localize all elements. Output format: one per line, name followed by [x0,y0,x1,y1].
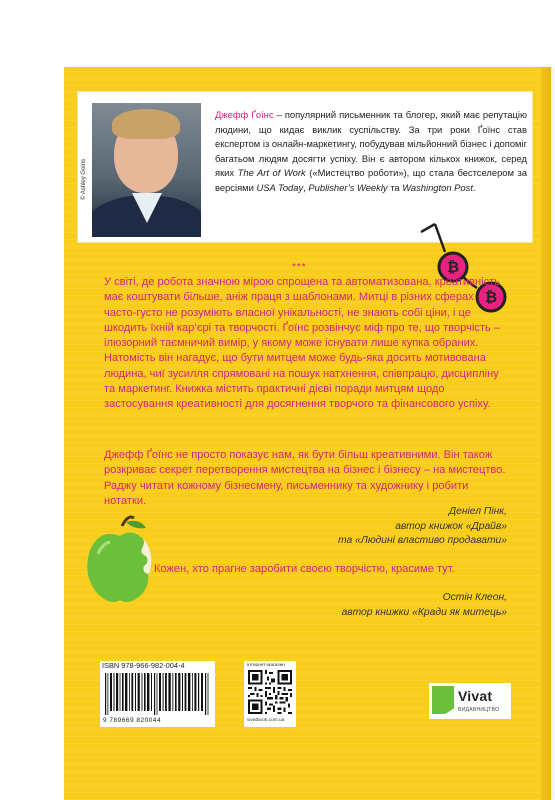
author-name: Джефф Ґоїнс [215,109,274,120]
barcode-digits: 9 789669 820044 [103,717,162,724]
section-separator: *** [292,262,307,273]
qr-code-block [244,661,296,727]
green-apple-icon [84,514,156,606]
book-description: У світі, де робота значною мірою спрощена та автоматизована, креативність має коштувати більше, аніж праця з шаблонами. Митці в різних сферах часто-густо не розуміють власної унікальності, не знають собі ціни, і це шкодить їхній кар’єрі та творчості. Ґоїнс розвінчує міф про те, що творчість – ілюзорний таємничий вимір, у якому може існувати лише купка обраних. Натомість він нагадує, що бути митцем може будь-яка досить мотивована людина, чиї зусилля спрямовані на пошук натхнення, співпрацю, дисципліну та маркетинг. Книжка містить практичні дієві поради митцям щодо застосування креативності для досягнення творчого та фінансового успіху. [104,276,500,411]
photo-credit: © Ashley Goins [81,158,87,200]
vivat-logo [429,683,511,719]
review-attribution-1: Деніел Пінк, автор книжок «Драйв» та «Людині властиво продавати» [337,506,507,547]
isbn-number: ISBN 978-966-982-004-4 [102,661,185,670]
book-spine-edge [541,67,551,800]
book-title: The Art of Work [237,167,306,179]
author-photo [92,103,201,237]
author-bio: Джефф Ґоїнс – популярний письменник та блогер, який має репутацію людини, що кидає виклик суспільству. За три роки Ґоїнс став експертом із онлайн-маркетингу, побудував мільйонний бізнес і допоміг багатьом людям досягти успіху. Він є автором кількох книжок, серед яких The Art of Work («Мистецтво роботи»), що стала бестселером за версіями USA Today, Publisher’s Weekly та Washington Post. [215,109,528,193]
review-quote-1: Джефф Ґоїнс не просто показує нам, як бути більш креативними. Він також розкриває секрет перетворення мистецтва на бізнес і бізнесу – на мистецтво. Раджу читати кожному бізнесмену, письменнику та художнику і робити нотатки. [104,449,506,507]
publisher-name: Vivat [458,688,493,704]
svg-text:₿: ₿ [484,288,498,306]
qr-code [248,670,292,714]
barcode [103,673,213,715]
publisher-subtitle: ВИДАВНИЦТВО [458,707,500,713]
review-attribution-2: Остін Клеон, автор книжки «Кради як митець» [341,592,507,618]
isbn-barcode-block [100,661,215,727]
svg-text:₿: ₿ [446,258,460,276]
review-quote-2: Кожен, хто прагне заробити своєю творчістю, красиме тут. [154,563,455,575]
book-back-cover [64,67,551,800]
vivat-logo-mark [432,686,454,714]
qr-label: інтернет-магазин [247,663,285,668]
qr-url: vivatbook.com.ua [247,718,285,723]
